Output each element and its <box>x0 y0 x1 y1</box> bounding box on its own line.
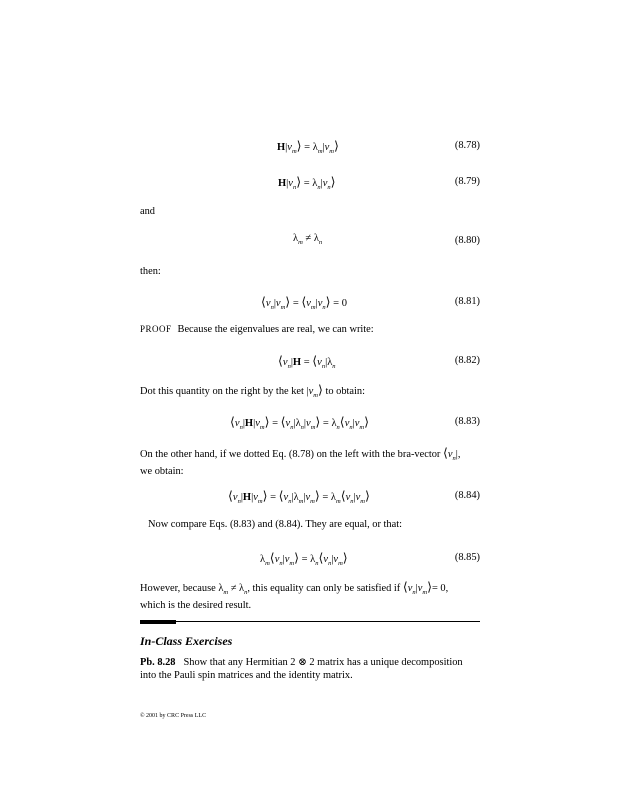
proof-text: Because the eigenvalues are real, we can write: <box>177 324 374 335</box>
equation-8-84-math: $⟨v_n|H|v_m⟩$ = $⟨v_n|\lambda_m|v_m⟩$ = $\lambda_m⟨v_n|v_m⟩$ <box>228 489 370 505</box>
equation-number: (8.81) <box>454 296 480 307</box>
equation-8-79-math: $H|v_n⟩$ = $\lambda_n|v_n⟩$ <box>278 175 336 191</box>
equation-8-82-math: $⟨v_n|H$ = $⟨v_n|\lambda_n$ <box>278 354 336 370</box>
equation-number: (8.82) <box>454 355 480 366</box>
equation-8-78-math: $H|v_m⟩$ = $\lambda_m|v_m⟩$ <box>277 139 339 155</box>
equation-number: (8.85) <box>454 552 480 563</box>
equation-8-81-math: $⟨v_n|v_m⟩$ = $⟨v_m|v_n⟩ = 0$ <box>261 295 347 311</box>
equation-8-85-math: $\lambda_m⟨v_n|v_m⟩$ = $\lambda_n⟨v_n|v_m⟩$ <box>260 551 348 567</box>
equation-number: (8.80) <box>454 235 480 246</box>
text-other-hand: On the other hand, if we dotted Eq. (8.78) on the left with the bra-vector $⟨v_n|$, we obtain: <box>140 446 461 477</box>
section-divider-line <box>140 621 480 622</box>
proof-paragraph <box>140 323 480 336</box>
proof-label: PROOF <box>140 324 172 334</box>
problem-8-28 <box>140 656 480 682</box>
equation-number: (8.79) <box>454 176 480 187</box>
equation-8-83-math: $⟨v_n|H|v_m⟩$ = $⟨v_n|\lambda_n|v_m⟩$ = $\lambda_n⟨v_n|v_m⟩$ <box>230 415 369 431</box>
equation-8-82 <box>140 353 480 369</box>
text-however: However, because $\lambda_m \ne \lambda_n$, this equality can only be satisfied if $⟨v_n|v_m⟩= 0$, which is the desired result. <box>140 580 449 611</box>
section-divider-accent <box>140 620 176 624</box>
equation-number: (8.84) <box>454 490 480 501</box>
equation-number: (8.78) <box>454 140 480 151</box>
equation-8-81 <box>140 294 480 310</box>
equation-8-80-math: $\lambda_m \ne \lambda_n$ <box>293 233 323 246</box>
copyright-footer: © 2001 by CRC Press LLC <box>140 713 207 719</box>
section-title: In-Class Exercises <box>140 634 233 648</box>
equation-8-78 <box>140 138 480 154</box>
text-then: then: <box>140 266 161 277</box>
equation-number: (8.83) <box>454 416 480 427</box>
text-compare: Now compare Eqs. (8.83) and (8.84). They are equal, or that: <box>148 519 403 530</box>
equation-8-85 <box>140 550 480 566</box>
problem-label: Pb. 8.28 <box>140 657 176 668</box>
equation-8-83 <box>140 414 480 430</box>
text-dot-quantity: Dot this quantity on the right by the ket $|v_m⟩$ to obtain: <box>140 383 365 399</box>
equation-8-79 <box>140 174 480 190</box>
equation-8-80 <box>140 233 480 249</box>
text-and: and <box>140 206 156 217</box>
equation-8-84 <box>140 488 480 504</box>
problem-text: Show that any Hermitian 2 ⊗ 2 matrix has a unique decomposition into the Pauli spin matrices and the identity matrix. <box>140 657 463 681</box>
